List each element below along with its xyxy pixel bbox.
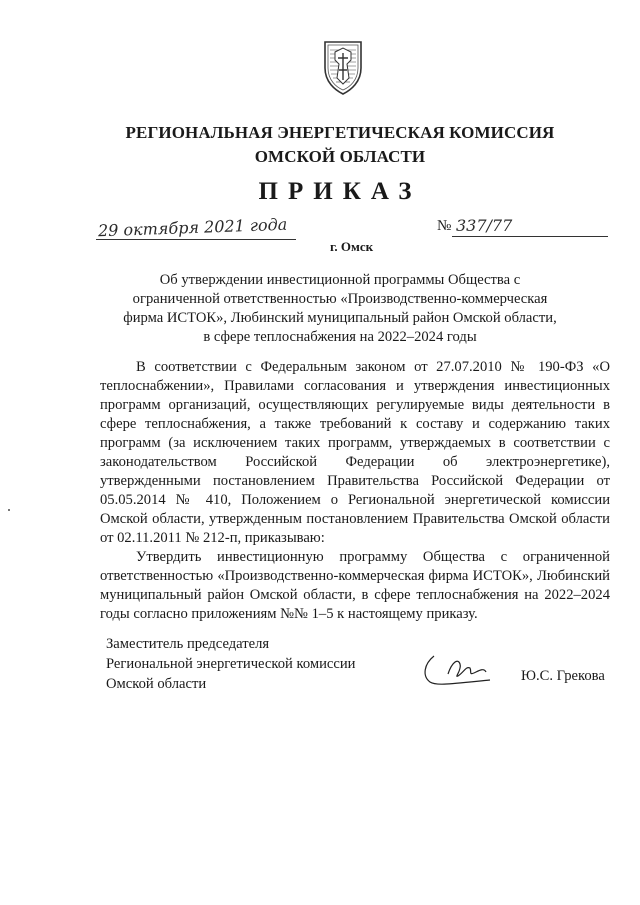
scan-speck [8,509,10,511]
city-label: г. Омск [330,239,374,254]
number-underline [452,236,608,237]
signatory-position-line-3: Омской области [106,676,207,692]
handwritten-date: 29 октября 2021 года [97,214,288,241]
date-underline [96,239,296,240]
signatory-position [106,634,386,694]
organization-line-2: ОМСКОЙ ОБЛАСТИ [254,147,426,166]
document-type-title: ПРИКАЗ [258,178,422,205]
organization-name [60,121,620,169]
body-paragraph-basis: В соответствии с Федеральным законом от 27.07.2010 № 190-ФЗ «О теплоснабжении», Правилами согласования и утверждения инвестиционных программ организаций, осуществляющих регулируемые виды деятельности в сфере теплоснабжения, а также требований к составу и содержанию таких программ (за исключением таких программ, утверждаемых в соответствии с законодательством Российской Федерации об электроэнергетике), утвержденными постановлением Правительства Российской Федерации от 05.05.2014 № 410, Положением о Региональной энергетической комиссии Омской области, утвержденным постановлением Правительства Омской области от 02.11.2011 № 212-п, приказываю: [100,359,610,546]
handwritten-signature [420,650,500,692]
number-sign: № [437,218,452,234]
signatory-name: Ю.С. Грекова [521,668,605,684]
signatory-position-line-2: Региональной энергетической комиссии [106,656,356,672]
order-subject: Об утверждении инвестиционной программы Общества с ограниченной ответственностью «Производственно-коммерческая фирма ИСТОК», Любинский муниципальный район Омской области, в сфере теплоснабжения на 2022–2024 годы [123,272,557,345]
organization-line-1: РЕГИОНАЛЬНАЯ ЭНЕРГЕТИЧЕСКАЯ КОМИССИЯ [125,123,555,142]
omsk-coat-of-arms-icon [321,38,365,96]
handwritten-number: 337/77 [456,216,513,235]
order-body [100,358,610,624]
signatory-position-line-1: Заместитель председателя [106,636,270,652]
body-paragraph-resolution: Утвердить инвестиционную программу Общества с ограниченной ответственностью «Производственно-коммерческая фирма ИСТОК», Любинский муниципальный район Омской области, в сфере теплоснабжения на 2022–2024 годы согласно приложениям №№ 1–5 к настоящему приказу. [100,549,610,622]
